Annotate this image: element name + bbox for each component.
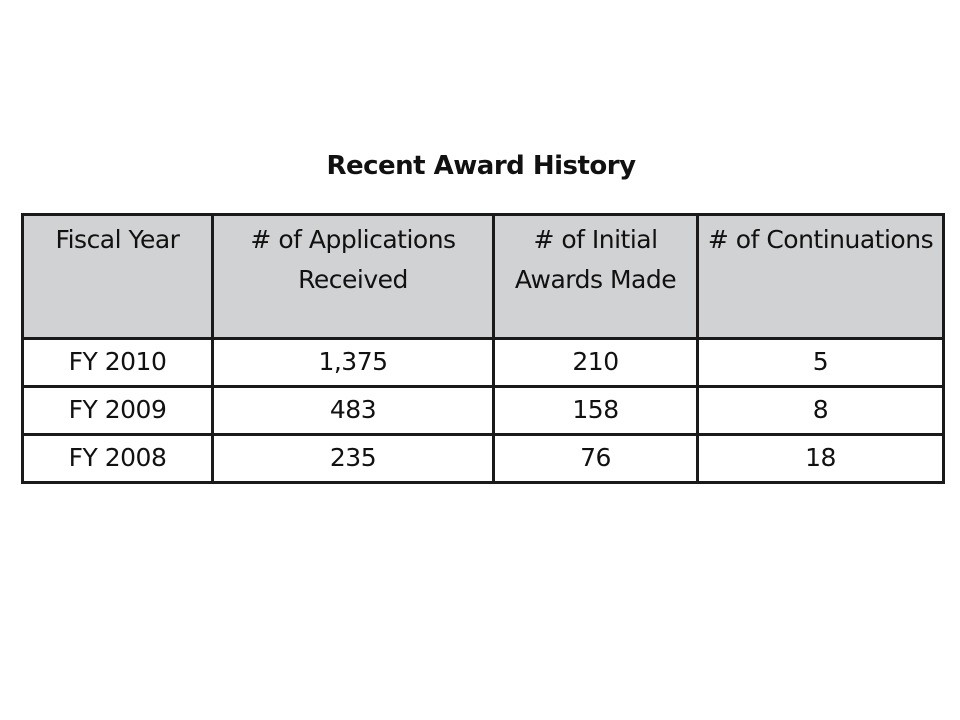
award-history-table [21, 213, 945, 484]
header-applications-received: # of Applications Received [213, 215, 494, 339]
table-header-row [23, 215, 944, 339]
header-initial-awards-made: # of Initial Awards Made [494, 215, 698, 339]
cell-applications-received: 483 [213, 387, 494, 435]
cell-continuations: 18 [698, 435, 944, 483]
cell-fiscal-year: FY 2010 [23, 339, 213, 387]
cell-fiscal-year: FY 2008 [23, 435, 213, 483]
cell-initial-awards-made: 210 [494, 339, 698, 387]
cell-applications-received: 235 [213, 435, 494, 483]
header-continuations: # of Continuations [698, 215, 944, 339]
cell-continuations: 5 [698, 339, 944, 387]
header-fiscal-year: Fiscal Year [23, 215, 213, 339]
table-row [23, 387, 944, 435]
table-row [23, 339, 944, 387]
cell-continuations: 8 [698, 387, 944, 435]
cell-initial-awards-made: 158 [494, 387, 698, 435]
cell-fiscal-year: FY 2009 [23, 387, 213, 435]
page-title: Recent Award History [326, 151, 636, 181]
cell-initial-awards-made: 76 [494, 435, 698, 483]
cell-applications-received: 1,375 [213, 339, 494, 387]
table-row [23, 435, 944, 483]
